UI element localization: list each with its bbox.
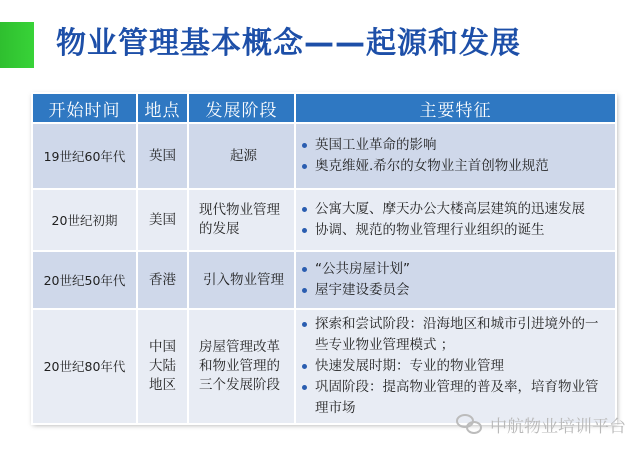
feature-item: 快速发展时期：专业的物业管理: [302, 356, 609, 377]
place-cell: 中国大陆地区: [137, 309, 188, 424]
table-row: [32, 309, 616, 424]
stage-cell: 引入物业管理: [188, 251, 295, 309]
place-cell: 香港: [137, 251, 188, 309]
features-cell: [295, 189, 616, 251]
header-place: 地点: [137, 93, 188, 123]
feature-item: 屋宇建设委员会: [302, 280, 609, 301]
features-cell: [295, 309, 616, 424]
history-table: [31, 92, 615, 422]
table-row: [32, 189, 616, 251]
table-header-row: [32, 93, 616, 123]
stage-cell: 起源: [188, 123, 295, 189]
table-row: [32, 251, 616, 309]
features-cell: [295, 123, 616, 189]
era-cell: 20世纪50年代: [32, 251, 137, 309]
era-cell: 20世纪80年代: [32, 309, 137, 424]
feature-item: 巩固阶段：提高物业管理的普及率，培育物业管理市场: [302, 377, 609, 419]
header-start-time: 开始时间: [32, 93, 137, 123]
stage-cell: 房屋管理改革和物业管理的三个发展阶段: [188, 309, 295, 424]
place-cell: 美国: [137, 189, 188, 251]
accent-bar: [0, 22, 34, 68]
era-cell: 20世纪初期: [32, 189, 137, 251]
stage-cell: 现代物业管理的发展: [188, 189, 295, 251]
slide-title: 物业管理基本概念——起源和发展: [56, 26, 521, 61]
features-cell: [295, 251, 616, 309]
place-cell: 英国: [137, 123, 188, 189]
feature-item: 探索和尝试阶段：沿海地区和城市引进境外的一些专业物业管理模式 ；: [302, 314, 609, 356]
header-features: 主要特征: [295, 93, 616, 123]
watermark: [456, 412, 626, 437]
era-cell: 19世纪60年代: [32, 123, 137, 189]
feature-item: 奥克维娅.希尔的女物业主首创物业规范: [302, 156, 609, 177]
feature-item: 公寓大厦、摩天办公大楼高层建筑的迅速发展: [302, 199, 609, 220]
wechat-icon: [456, 414, 484, 436]
table-row: [32, 123, 616, 189]
feature-item: 协调、规范的物业管理行业组织的诞生: [302, 220, 609, 241]
header-stage: 发展阶段: [188, 93, 295, 123]
feature-item: “公共房屋计划”: [302, 259, 609, 280]
feature-item: 英国工业革命的影响: [302, 135, 609, 156]
watermark-text: 中航物业培训平台: [490, 417, 626, 437]
